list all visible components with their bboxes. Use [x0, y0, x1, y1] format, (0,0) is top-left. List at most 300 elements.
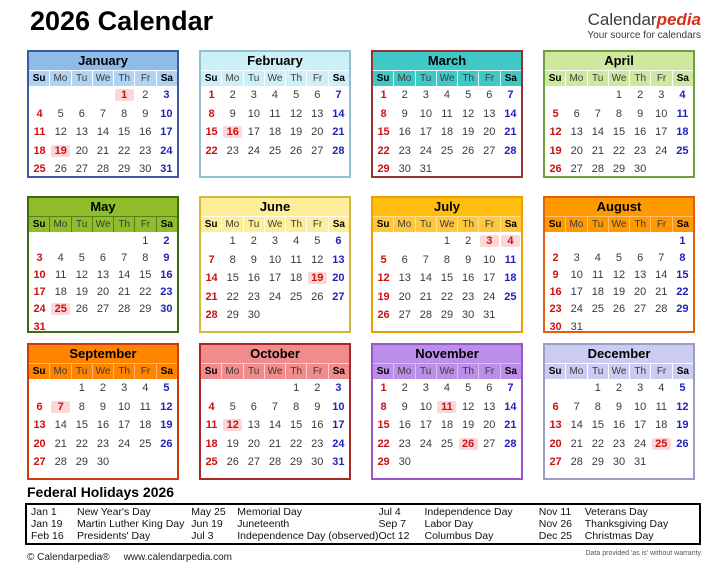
week-row: [201, 86, 349, 105]
date-number: 31: [570, 320, 583, 333]
day-cell: [458, 379, 479, 398]
day-cell: [222, 453, 243, 472]
day-cell: [545, 301, 566, 318]
day-cell: [156, 416, 177, 435]
month-days: [201, 86, 349, 176]
day-cell: [458, 288, 479, 307]
date-number: 2: [142, 89, 149, 102]
week-row: [373, 288, 521, 307]
day-cell: [71, 232, 92, 249]
holiday-date-label: Feb 16: [31, 530, 64, 542]
holiday-name-label: Independence Day (observed): [237, 530, 379, 542]
date-number: 3: [250, 89, 257, 102]
day-cell: [29, 249, 50, 266]
day-cell: [672, 398, 693, 417]
day-cell: [394, 269, 415, 288]
date-number: 24: [634, 437, 647, 450]
date-number: 14: [655, 268, 668, 281]
weekday-label: We: [92, 364, 113, 379]
date-number: 13: [570, 126, 583, 139]
day-cell: [415, 123, 436, 142]
weekday-label: Sa: [328, 217, 349, 232]
month-july: [371, 196, 523, 333]
day-cell: [672, 379, 693, 398]
logo-tagline: Your source for calendars: [587, 29, 701, 41]
date-number: 16: [549, 286, 562, 299]
week-row: [29, 301, 177, 318]
date-number: 21: [118, 286, 131, 299]
date-number: 25: [676, 144, 689, 157]
date-number: 26: [290, 144, 303, 157]
date-number: 18: [33, 144, 46, 157]
date-number: 28: [118, 303, 131, 316]
date-number: 26: [226, 456, 239, 469]
day-cell: [458, 453, 479, 472]
day-cell: [222, 435, 243, 454]
weekday-label: Tu: [415, 217, 436, 232]
date-number: 11: [290, 253, 302, 266]
day-cell: [286, 86, 307, 105]
week-row: [373, 142, 521, 161]
day-cell: [672, 232, 693, 249]
day-cell: [436, 123, 457, 142]
day-cell: [500, 269, 521, 288]
date-number: 28: [54, 456, 67, 469]
date-number: 17: [419, 419, 432, 432]
date-number: 27: [311, 144, 324, 157]
date-number: 15: [290, 419, 303, 432]
month-june: [199, 196, 351, 333]
day-cell: [135, 142, 156, 161]
day-cell: [264, 306, 285, 325]
day-cell: [29, 453, 50, 472]
date-number: 16: [398, 419, 411, 432]
day-cell: [458, 232, 479, 251]
day-cell: [608, 398, 629, 417]
day-cell: [29, 160, 50, 178]
day-cell: [307, 416, 328, 435]
day-cell: [651, 416, 672, 435]
day-cell: [394, 251, 415, 270]
day-cell: [587, 123, 608, 142]
date-number: 10: [655, 107, 668, 120]
date-number: 23: [139, 144, 152, 157]
day-cell: [415, 416, 436, 435]
holiday-name-label: Columbus Day: [424, 530, 494, 542]
date-number: 7: [594, 107, 601, 120]
day-cell: [630, 232, 651, 249]
day-cell: [479, 306, 500, 325]
month-days: [373, 379, 521, 478]
day-cell: [29, 105, 50, 124]
day-cell: [29, 123, 50, 142]
day-cell: [545, 160, 566, 178]
day-cell: [307, 232, 328, 251]
date-number: 31: [634, 456, 647, 469]
date-number: 6: [637, 251, 644, 264]
day-cell: [222, 288, 243, 307]
day-cell: [135, 301, 156, 318]
holiday-date: 19: [308, 272, 327, 284]
day-cell: [500, 232, 521, 251]
day-cell: [135, 284, 156, 301]
date-number: 20: [634, 286, 647, 299]
day-cell: [328, 453, 349, 472]
weekday-label: Mo: [393, 364, 414, 379]
weekday-label: Su: [204, 219, 218, 230]
date-number: 27: [634, 303, 647, 316]
date-number: 25: [205, 456, 218, 469]
day-cell: [29, 398, 50, 417]
weekday-label: Th: [457, 217, 478, 232]
day-cell: [50, 123, 71, 142]
month-grid: [27, 50, 695, 480]
date-number: 7: [573, 400, 580, 413]
date-number: 6: [335, 235, 342, 248]
week-row: [545, 416, 693, 435]
day-cell: [50, 379, 71, 398]
date-number: 21: [570, 437, 583, 450]
date-number: 29: [75, 456, 88, 469]
day-cell: [587, 232, 608, 249]
month-february: [199, 50, 351, 178]
day-cell: [92, 249, 113, 266]
date-number: 21: [268, 437, 282, 450]
date-number: 18: [139, 419, 152, 432]
day-cell: [222, 379, 243, 398]
weekday-label: Fr: [650, 71, 671, 86]
date-number: 21: [96, 144, 110, 157]
date-number: 6: [573, 107, 580, 120]
day-cell: [373, 416, 394, 435]
day-cell: [92, 284, 113, 301]
date-number: 4: [679, 89, 686, 102]
day-cell: [479, 105, 500, 124]
day-cell: [458, 160, 479, 178]
weekday-label: Mo: [49, 217, 70, 232]
date-number: 9: [314, 400, 321, 413]
month-title: September: [29, 345, 177, 364]
date-number: 4: [142, 382, 149, 395]
holiday-date: 25: [652, 438, 671, 450]
date-number: 23: [247, 290, 260, 303]
date-number: 21: [54, 437, 67, 450]
day-cell: [587, 416, 608, 435]
holiday-entry: [379, 506, 539, 518]
date-number: 3: [163, 89, 170, 102]
day-cell: [651, 379, 672, 398]
date-number: 9: [163, 251, 170, 264]
day-cell: [29, 318, 50, 333]
day-cell: [587, 379, 608, 398]
weekday-label: We: [92, 217, 113, 232]
day-cell: [394, 398, 415, 417]
weekday-header-row: [545, 217, 693, 232]
day-cell: [566, 123, 587, 142]
date-number: 7: [422, 253, 429, 266]
date-number: 28: [504, 144, 517, 157]
date-number: 20: [483, 126, 496, 139]
holiday-date-label: Jul 4: [378, 506, 401, 518]
date-number: 8: [594, 400, 601, 413]
date-number: 9: [615, 400, 623, 413]
date-number: 16: [160, 268, 173, 281]
date-number: 19: [676, 419, 689, 432]
weekday-label: We: [608, 364, 629, 379]
month-september: [27, 343, 179, 480]
website-link[interactable]: www.calendarpedia.com: [123, 552, 232, 563]
day-cell: [307, 306, 328, 325]
holiday-entry: [191, 530, 378, 542]
date-number: 14: [205, 272, 218, 285]
day-cell: [71, 284, 92, 301]
holiday-entry: [31, 506, 191, 518]
week-row: [545, 232, 693, 249]
date-number: 29: [139, 303, 152, 316]
date-number: 29: [290, 456, 303, 469]
date-number: 28: [419, 309, 432, 322]
date-number: 13: [549, 419, 562, 432]
date-number: 14: [591, 126, 604, 139]
day-cell: [222, 398, 243, 417]
date-number: 27: [33, 456, 46, 469]
day-cell: [114, 416, 135, 435]
month-days: [545, 379, 693, 478]
day-cell: [436, 105, 457, 124]
date-number: 15: [612, 126, 626, 139]
day-cell: [672, 142, 693, 161]
date-number: 10: [419, 400, 432, 413]
holiday-entry: [539, 506, 699, 518]
week-row: [545, 379, 693, 398]
day-cell: [92, 453, 113, 472]
day-cell: [114, 142, 135, 161]
day-cell: [156, 435, 177, 454]
date-number: 19: [462, 419, 475, 432]
date-number: 10: [419, 107, 432, 120]
week-row: [373, 435, 521, 454]
date-number: 24: [247, 144, 260, 157]
date-number: 8: [208, 107, 215, 120]
day-cell: [587, 105, 608, 124]
date-number: 3: [271, 235, 279, 248]
date-number: 4: [208, 400, 215, 413]
weekday-label: Sa: [156, 217, 177, 232]
weekday-header-row: [201, 71, 349, 86]
day-cell: [500, 306, 521, 325]
date-number: 4: [443, 89, 451, 102]
day-cell: [545, 379, 566, 398]
day-cell: [243, 86, 264, 105]
date-number: 11: [139, 400, 151, 413]
day-cell: [651, 86, 672, 105]
day-cell: [201, 251, 222, 270]
day-cell: [436, 288, 457, 307]
day-cell: [436, 453, 457, 472]
weekday-label: Sa: [672, 364, 693, 379]
date-number: 1: [78, 382, 85, 395]
date-number: 9: [401, 400, 408, 413]
day-cell: [373, 398, 394, 417]
day-cell: [479, 416, 500, 435]
day-cell: [436, 379, 457, 398]
holiday-date-label: Dec 25: [538, 530, 573, 542]
date-number: 18: [205, 437, 218, 450]
day-cell: [415, 160, 436, 178]
day-cell: [587, 142, 608, 161]
weekday-label: Sa: [500, 217, 521, 232]
weekday-label: Sa: [672, 217, 693, 232]
day-cell: [651, 435, 672, 454]
day-cell: [500, 105, 521, 124]
date-number: 8: [380, 107, 387, 120]
day-cell: [264, 435, 285, 454]
date-number: 23: [311, 437, 324, 450]
date-number: 13: [311, 107, 324, 120]
day-cell: [566, 142, 587, 161]
weekday-label: Fr: [306, 217, 327, 232]
page-title: 2026 Calendar: [30, 6, 214, 36]
day-cell: [373, 251, 394, 270]
week-row: [29, 435, 177, 454]
date-number: 24: [483, 290, 496, 303]
day-cell: [156, 86, 177, 105]
month-days: [29, 232, 177, 333]
date-number: 10: [247, 107, 260, 120]
date-number: 29: [377, 456, 390, 469]
day-cell: [307, 123, 328, 142]
day-cell: [672, 249, 693, 266]
day-cell: [458, 416, 479, 435]
weekday-label: We: [608, 71, 629, 86]
date-number: 2: [401, 89, 408, 102]
day-cell: [29, 284, 50, 301]
date-number: 23: [612, 437, 626, 450]
weekday-label: Su: [32, 366, 46, 377]
date-number: 8: [78, 400, 85, 413]
date-number: 22: [290, 437, 303, 450]
date-number: 6: [486, 382, 493, 395]
day-cell: [436, 269, 457, 288]
date-number: 8: [380, 400, 387, 413]
date-number: 3: [36, 251, 43, 264]
day-cell: [71, 379, 92, 398]
week-row: [373, 453, 521, 472]
day-cell: [672, 318, 693, 333]
date-number: 9: [250, 253, 257, 266]
weekday-label: Th: [285, 364, 306, 379]
day-cell: [373, 142, 394, 161]
day-cell: [307, 142, 328, 161]
date-number: 8: [679, 251, 686, 264]
weekday-label: Mo: [565, 71, 586, 86]
day-cell: [243, 453, 264, 472]
date-number: 2: [637, 89, 644, 102]
day-cell: [135, 453, 156, 472]
day-cell: [243, 269, 264, 288]
weekday-label: Su: [204, 73, 218, 84]
date-number: 2: [163, 234, 170, 247]
day-cell: [566, 284, 587, 301]
month-days: [201, 232, 349, 331]
day-cell: [651, 142, 672, 161]
date-number: 29: [676, 303, 689, 316]
day-cell: [458, 398, 479, 417]
weekday-header-row: [201, 364, 349, 379]
day-cell: [630, 160, 651, 178]
day-cell: [92, 301, 113, 318]
day-cell: [286, 288, 307, 307]
week-row: [545, 398, 693, 417]
day-cell: [307, 379, 328, 398]
day-cell: [436, 142, 457, 161]
date-number: 1: [208, 89, 215, 102]
date-number: 26: [612, 303, 626, 316]
holiday-name-label: Memorial Day: [237, 506, 302, 518]
date-number: 6: [486, 89, 493, 102]
date-number: 28: [570, 456, 583, 469]
date-number: 25: [33, 163, 46, 176]
day-cell: [201, 453, 222, 472]
weekday-label: Fr: [306, 71, 327, 86]
day-cell: [545, 416, 566, 435]
day-cell: [50, 142, 71, 161]
date-number: 25: [440, 437, 454, 450]
day-cell: [286, 269, 307, 288]
day-cell: [243, 142, 264, 161]
month-title: April: [545, 52, 693, 71]
date-number: 30: [612, 456, 626, 469]
day-cell: [286, 142, 307, 161]
day-cell: [286, 232, 307, 251]
day-cell: [92, 318, 113, 333]
day-cell: [201, 269, 222, 288]
date-number: 22: [377, 144, 390, 157]
date-number: 17: [655, 126, 668, 139]
date-number: 8: [443, 253, 451, 266]
day-cell: [587, 266, 608, 283]
day-cell: [29, 142, 50, 161]
date-number: 7: [271, 400, 279, 413]
week-row: [545, 249, 693, 266]
day-cell: [307, 435, 328, 454]
date-number: 26: [549, 163, 562, 176]
holiday-date: 11: [437, 401, 456, 413]
day-cell: [243, 105, 264, 124]
day-cell: [415, 86, 436, 105]
day-cell: [651, 105, 672, 124]
date-number: 19: [75, 286, 88, 299]
day-cell: [566, 398, 587, 417]
month-title: July: [373, 198, 521, 217]
day-cell: [222, 416, 243, 435]
day-cell: [566, 318, 587, 333]
day-cell: [479, 160, 500, 178]
holiday-entry: [191, 506, 378, 518]
day-cell: [651, 160, 672, 178]
date-number: 12: [462, 107, 475, 120]
day-cell: [135, 86, 156, 105]
weekday-label: Sa: [672, 71, 693, 86]
date-number: 11: [441, 107, 453, 120]
date-number: 18: [290, 272, 303, 285]
day-cell: [672, 435, 693, 454]
date-number: 6: [250, 400, 257, 413]
day-cell: [71, 86, 92, 105]
day-cell: [373, 160, 394, 178]
weekday-label: Mo: [221, 217, 242, 232]
day-cell: [587, 284, 608, 301]
